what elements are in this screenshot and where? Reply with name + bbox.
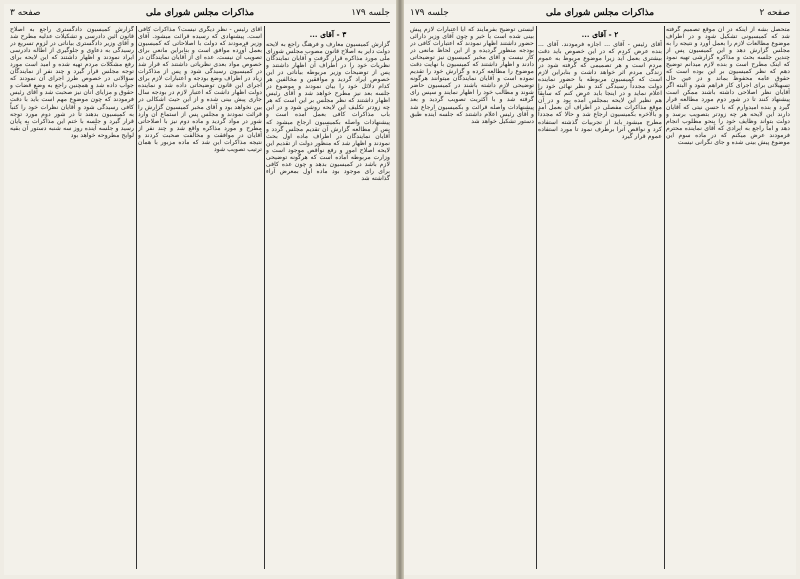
right-page [404,4,796,575]
column-divider [264,26,265,569]
left-columns [10,26,390,569]
left-col2-text: آقای رئیس - نظر دیگری نیست؟ مذاکرات کافی است. پیشنهادی که رسیده قرائت میشود. آقای وزیر فرمودند که دولت با اصلاحاتی که کمیسیون بعمل آورده موافق است و بنابراین مانعی برای تصویب آن نیست. عده ای از آقایان نمایندگان در خصوص مواد بعدی نظریاتی داشتند که قرار شد در کمیسیون رسیدگی شود و پس از مذاکرات زیاد در اطراف وضع بودجه و اعتبارات لازم برای اجرای این قانون توضیحاتی داده شد و نماینده دولت اظهار داشت که اعتبار لازم در بودجه سال جاری پیش بینی شده و از این حیث اشکالی در بین نخواهد بود و آقای مخبر کمیسیون گزارش را قرائت نمودند و مجلس پس از استماع آن وارد شور در مواد گردید و ماده دوم نیز با اصلاحاتی مطرح و مورد مذاکره واقع شد و چند نفر از آقایان در موافقت و مخالفت صحبت کردند و نتیجه مذاکرات این شد که ماده مزبور با همان ترتیب تصویب شود [138,26,262,153]
column-divider [664,26,665,569]
left-page-header [10,6,390,23]
right-header-title: مذاکرات مجلس شورای ملی [545,8,655,18]
right-column-1 [666,26,790,569]
left-column-3 [10,26,134,569]
left-column-2 [138,26,262,569]
left-col1-text: گزارش کمیسیون معارف و فرهنگ راجع به لایحه دولت دایر به اصلاح قانون مصوب مجلس شورای ملی مورد مذاکره قرار گرفت و آقایان نمایندگان نظریات خود را در اطراف آن اظهار داشتند و پس از توضیحات وزیر مربوطه بیاناتی در این خصوص ایراد گردید و موافقین و مخالفین هر کدام دلائل خود را بیان نمودند و موضوع در جلسه بعد نیز مطرح خواهد شد و آقای رئیس اظهار داشتند که نظر مجلس بر این است که هر چه زودتر تکلیف این لایحه روشن شود و در این باب مذاکرات کافی بعمل آمده است و پیشنهادات واصله بکمیسیون ارجاع میشود که پس از مطالعه گزارش آن تقدیم مجلس گردد و آقایان نمایندگان در اطراف ماده اول بحث نمودند و اظهار شد که منظور دولت از تقدیم این لایحه اصلاح امور و رفع نواقص موجود است و وزارت مربوطه آماده است که هرگونه توضیحی لازم باشد در کمیسیون بدهد و چون عده کافی برای رای موجود بود ماده اول بمعرض آراء گذاشته شد [266,41,390,182]
right-column-3 [410,26,534,569]
left-page [4,4,396,575]
left-column-1 [266,26,390,569]
left-header-page-number: صفحه ۳ [10,8,41,18]
right-columns [410,26,790,569]
left-col3-text: گزارش کمیسیون دادگستری راجع به اصلاح قانون آئین دادرسی و تشکیلات عدلیه مطرح شد و آقای وزیر دادگستری بیاناتی در لزوم تسریع در رسیدگی به دعاوی و جلوگیری از اطاله دادرسی ایراد نمودند و اظهار داشتند که این لایحه برای رفع مشکلات مردم تهیه شده و امید است مورد توجه مجلس قرار گیرد و چند نفر از نمایندگان سؤالاتی در خصوص طرز اجرای آن نمودند که جواب داده شد و همچنین راجع به وضع قضات و حقوق و مزایای آنان نیز صحبت شد و آقای رئیس فرمودند که چون موضوع مهم است باید با دقت کافی رسیدگی شود و آقایان نظرات خود را کتباً به کمیسیون بدهند تا در شور دوم مورد توجه قرار گیرد و جلسه با ختم این مذاکرات به پایان رسید و جلسه آینده روز سه شنبه دستور آن بقیه لوایح مطروحه خواهد بود [10,26,134,139]
left-col1-heading: ۳ - آقای ... [309,30,347,39]
left-header-title: مذاکرات مجلس شورای ملی [145,8,255,18]
book-gutter [396,0,404,579]
right-page-header [410,6,790,23]
column-divider [136,26,137,569]
right-col1-text: متحصل بشه از اینکه در آن موقع تصمیم گرفته شد که کمیسیونی تشکیل شود و در اطراف موضوع مطالعات لازم را بعمل آورد و نتیجه را به مجلس گزارش دهد و این کمیسیون پس از چندین جلسه بحث و مذاکره گزارشی تهیه نمود که اینک مطرح است و بنده لازم میدانم توضیح دهم که نظر کمیسیون بر این بوده است که حقوق عامه محفوظ بماند و در عین حال تسهیلاتی برای اجرای کار فراهم شود و البته اگر آقایان نظر اصلاحی داشته باشند ممکن است پیشنهاد کنند تا در شور دوم مورد مطالعه قرار گیرد و بنده امیدوارم که با حسن نیتی که آقایان دارند این لایحه هر چه زودتر بتصویب برسد و دولت بتواند وظایف خود را بنحو مطلوب انجام دهد و اما راجع به ایرادی که آقای نماینده محترم فرمودند عرض میکنم که در ماده سوم این موضوع پیش بینی شده و جای نگرانی نیست [666,26,790,146]
right-col2-heading: ۲ - آقای ... [581,30,619,39]
right-header-session: جلسه ۱۷۹ [410,8,449,18]
right-col2-text: آقای رئیس - آقای ... اجازه فرمودند. آقای ... بنده عرض کردم که در این خصوص باید دقت بیشتری بعمل آید زیرا موضوع مربوط به عموم مردم است و هر تصمیمی که گرفته شود در زندگی مردم اثر خواهد داشت و بنابراین لازم است که کمیسیون مربوطه با حضور نماینده دولت مجدداً رسیدگی کند و نظر نهائی خود را اعلام نماید و در اینجا باید عرض کنم که سابقاً هم نظیر این لایحه بمجلس آمده بود و در آن موقع مذاکرات مفصلی در اطراف آن بعمل آمد و بالاخره بکمیسیون ارجاع شد و حالا که مجدداً مطرح میشود باید از تجربیات گذشته استفاده کرد و نواقص آنرا برطرف نمود تا مورد استفاده عموم قرار گیرد [538,41,662,140]
column-divider [536,26,537,569]
left-header-session: جلسه ۱۷۹ [351,8,390,18]
right-header-page-number: صفحه ۲ [759,8,790,18]
right-col3-text: لیستی توضیح بفرمایند که آیا اعتبارات لازم پیش بینی شده است یا خیر و چون آقای وزیر دارائی حضور داشتند اظهار نمودند که اعتبارات کافی در بودجه منظور گردیده و از این لحاظ مانعی در کار نیست و آقای مخبر کمیسیون نیز توضیحاتی دادند و اظهار داشتند که کمیسیون با نهایت دقت موضوع را مطالعه کرده و گزارش خود را تقدیم نموده است و آقایان نمایندگان میتوانند هرگونه توضیحی لازم داشته باشند در کمیسیون حاضر شوند و مطالب خود را اظهار نمایند و سپس رای گرفته شد و با اکثریت تصویب گردید و بعد پیشنهادات واصله قرائت و بکمیسیون ارجاع شد و آقای رئیس اعلام داشتند که جلسه آینده طبق دستور تشکیل خواهد شد [410,26,534,125]
right-column-2 [538,26,662,569]
